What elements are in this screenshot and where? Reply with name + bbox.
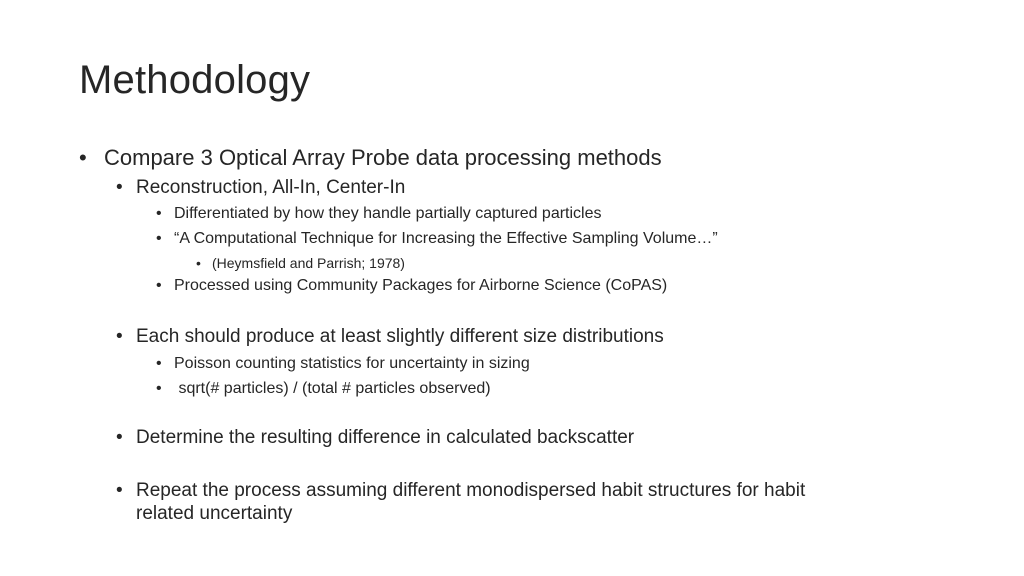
- bullet-text: Reconstruction, All-In, Center-In: [136, 177, 406, 198]
- slide-title: Methodology: [79, 58, 311, 102]
- bullet-icon: •: [116, 480, 123, 501]
- bullet-text: Each should produce at least slightly different size distributions: [136, 326, 664, 347]
- bullet-text: “A Computational Technique for Increasing the Effective Sampling Volume…”: [174, 230, 718, 247]
- bullet-text: Poisson counting statistics for uncertainty in sizing: [174, 355, 530, 372]
- bullet-text: Processed using Community Packages for Airborne Science (CoPAS): [174, 277, 668, 294]
- bullet-text: Compare 3 Optical Array Probe data processing methods: [104, 145, 662, 170]
- bullet-text: related uncertainty: [136, 503, 293, 524]
- bullet-icon: •: [156, 230, 162, 247]
- bullet-icon: •: [116, 177, 123, 198]
- bullet-icon: •: [79, 145, 87, 170]
- bullet-icon: •: [156, 277, 162, 294]
- bullet-icon: •: [156, 355, 162, 372]
- bullet-icon: •: [196, 255, 201, 271]
- bullet-text: (Heymsfield and Parrish; 1978): [212, 255, 405, 271]
- bullet-icon: •: [156, 205, 162, 222]
- bullet-icon: •: [156, 380, 162, 397]
- bullet-text: Differentiated by how they handle partially captured particles: [174, 205, 602, 222]
- bullet-text: sqrt(# particles) / (total # particles observed): [174, 380, 491, 397]
- bullet-text: Repeat the process assuming different monodispersed habit structures for habit: [136, 480, 806, 501]
- bullet-icon: •: [116, 326, 123, 347]
- bullet-text: Determine the resulting difference in calculated backscatter: [136, 427, 635, 448]
- bullet-icon: •: [116, 427, 123, 448]
